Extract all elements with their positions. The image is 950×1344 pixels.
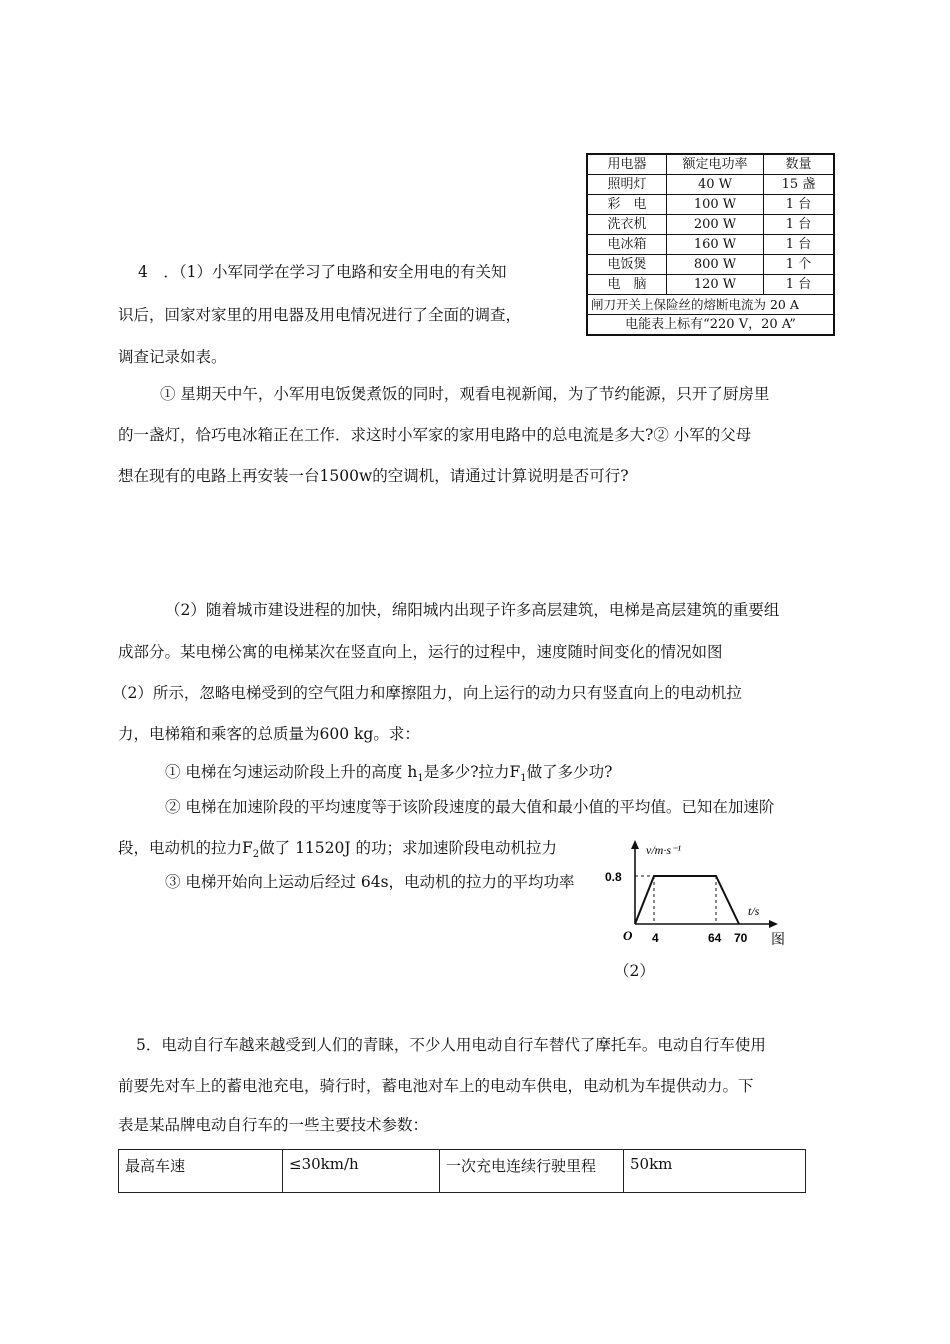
q4-sub2-line1: ② 电梯在加速阶段的平均速度等于该阶段速度的最大值和最小值的平均值。已知在加速阶	[165, 798, 775, 816]
q4-intro-line1: 4 ．（1）小军同学在学习了电路和安全用电的有关知	[138, 263, 507, 281]
table-cell: 电饭煲	[587, 255, 667, 275]
x-tick-label: 70	[734, 931, 748, 945]
ebike-spec-table	[118, 1149, 806, 1193]
q4-part2-line4: 力，电梯箱和乘客的总质量为600 kg。求：	[118, 725, 420, 743]
q4-sub2-line2	[118, 838, 557, 865]
table-cell: 200 W	[667, 215, 764, 235]
table-cell: ≤30km/h	[283, 1150, 440, 1193]
q4-intro-line3: 调查记录如表。	[118, 348, 227, 366]
appliance-table	[586, 153, 835, 336]
q4-sub2-subscript: 2	[252, 849, 260, 861]
table-cell: 50km	[624, 1150, 806, 1193]
table-row	[587, 195, 834, 215]
q4-intro-line2: 识后，回家对家里的用电器及用电情况进行了全面的调查，	[118, 306, 522, 324]
x-tick-label: 4	[652, 931, 659, 945]
q4-sub1-subscript: 1	[520, 773, 527, 785]
table-cell: 电冰箱	[587, 235, 667, 255]
q4-sub2-pre: 段，电动机的拉力F	[118, 839, 253, 857]
table-header: 额定电功率	[667, 154, 764, 175]
table-cell: 最高车速	[119, 1150, 283, 1193]
x-tick-label: 64	[708, 931, 722, 945]
table-row	[587, 255, 834, 275]
table-cell: 120 W	[667, 275, 764, 295]
table-cell: 电 脑	[587, 275, 667, 295]
origin-label: O	[623, 928, 633, 943]
y-axis-arrow	[631, 840, 639, 849]
q4-sub3: ③ 电梯开始向上运动后经过 64s，电动机的拉力的平均功率	[165, 873, 575, 891]
q4-sub2-post: 做了 11520J 的功；求加速阶段电动机拉力	[259, 839, 558, 857]
table-cell: 洗衣机	[587, 215, 667, 235]
q4-sub1	[165, 762, 612, 789]
table-cell: 1 台	[764, 235, 835, 255]
x-axis-label: t/s	[748, 904, 760, 918]
table-row	[587, 235, 834, 255]
table-row	[587, 315, 834, 336]
figure-number: （2）	[614, 962, 655, 980]
q4-part2-line1: （2）随着城市建设进程的加快，绵阳城内出现子许多高层建筑，电梯是高层建筑的重要组	[165, 601, 780, 619]
table-cell: 40 W	[667, 175, 764, 195]
fuse-note: 闸刀开关上保险丝的熔断电流为 20 A	[587, 295, 834, 315]
q4-part2-line3: （2）所示，忽略电梯受到的空气阻力和摩擦阻力，向上运行的动力只有竖直向上的电动机拉	[112, 684, 742, 702]
table-cell: 一次充电连续行驶里程	[440, 1150, 624, 1193]
table-cell: 照明灯	[587, 175, 667, 195]
velocity-curve	[635, 876, 739, 924]
q4-part1-line3: 想在现有的电路上再安装一台1500w的空调机，请通过计算说明是否可行?	[118, 467, 629, 485]
table-row	[587, 175, 834, 195]
q5-line3: 表是某品牌电动自行车的一些主要技术参数：	[118, 1116, 429, 1134]
table-row	[119, 1150, 806, 1193]
q5-line1: 5．电动自行车越来越受到人们的青睐，不少人用电动自行车替代了摩托车。电动自行车使用	[136, 1036, 766, 1054]
table-header: 用电器	[587, 154, 667, 175]
table-cell: 100 W	[667, 195, 764, 215]
q5-line2: 前要先对车上的蓄电池充电，骑行时，蓄电池对车上的电动车供电，电动机为车提供动力。下	[118, 1077, 754, 1095]
table-cell: 1 台	[764, 275, 835, 295]
y-tick-label: 0.8	[605, 870, 622, 884]
x-axis-arrow	[769, 920, 778, 928]
table-cell: 1 台	[764, 195, 835, 215]
table-cell: 160 W	[667, 235, 764, 255]
q4-part2-line2: 成部分。某电梯公寓的电梯某次在竖直向上，运行的过程中，速度随时间变化的情况如图	[118, 643, 723, 661]
table-cell: 彩 电	[587, 195, 667, 215]
meter-note: 电能表上标有“220 V，20 A”	[587, 315, 834, 336]
figure-word: 图	[771, 932, 785, 948]
q4-part1-line1: ① 星期天中午，小军用电饭煲煮饭的同时，观看电视新闻，为了节约能源，只开了厨房里	[160, 385, 770, 403]
table-cell: 800 W	[667, 255, 764, 275]
q4-sub1-pre: ① 电梯在匀速运动阶段上升的高度 h	[165, 763, 418, 781]
q4-sub1-post: 做了多少功?	[526, 763, 613, 781]
table-cell: 15 盏	[764, 175, 835, 195]
table-row	[587, 295, 834, 315]
q4-sub1-subscript: 1	[417, 773, 424, 785]
table-row	[587, 275, 834, 295]
q4-sub1-mid: 是多少?拉力F	[423, 763, 521, 781]
table-header: 数量	[764, 154, 835, 175]
table-cell: 1 个	[764, 255, 835, 275]
table-header-row	[587, 154, 834, 175]
q4-part1-line2: 的一盏灯，恰巧电冰箱正在工作．求这时小军家的家用电路中的总电流是多大?② 小军的父母	[118, 426, 752, 444]
table-row	[587, 215, 834, 235]
table-cell: 1 台	[764, 215, 835, 235]
y-axis-label: v/m·s⁻¹	[646, 843, 681, 857]
